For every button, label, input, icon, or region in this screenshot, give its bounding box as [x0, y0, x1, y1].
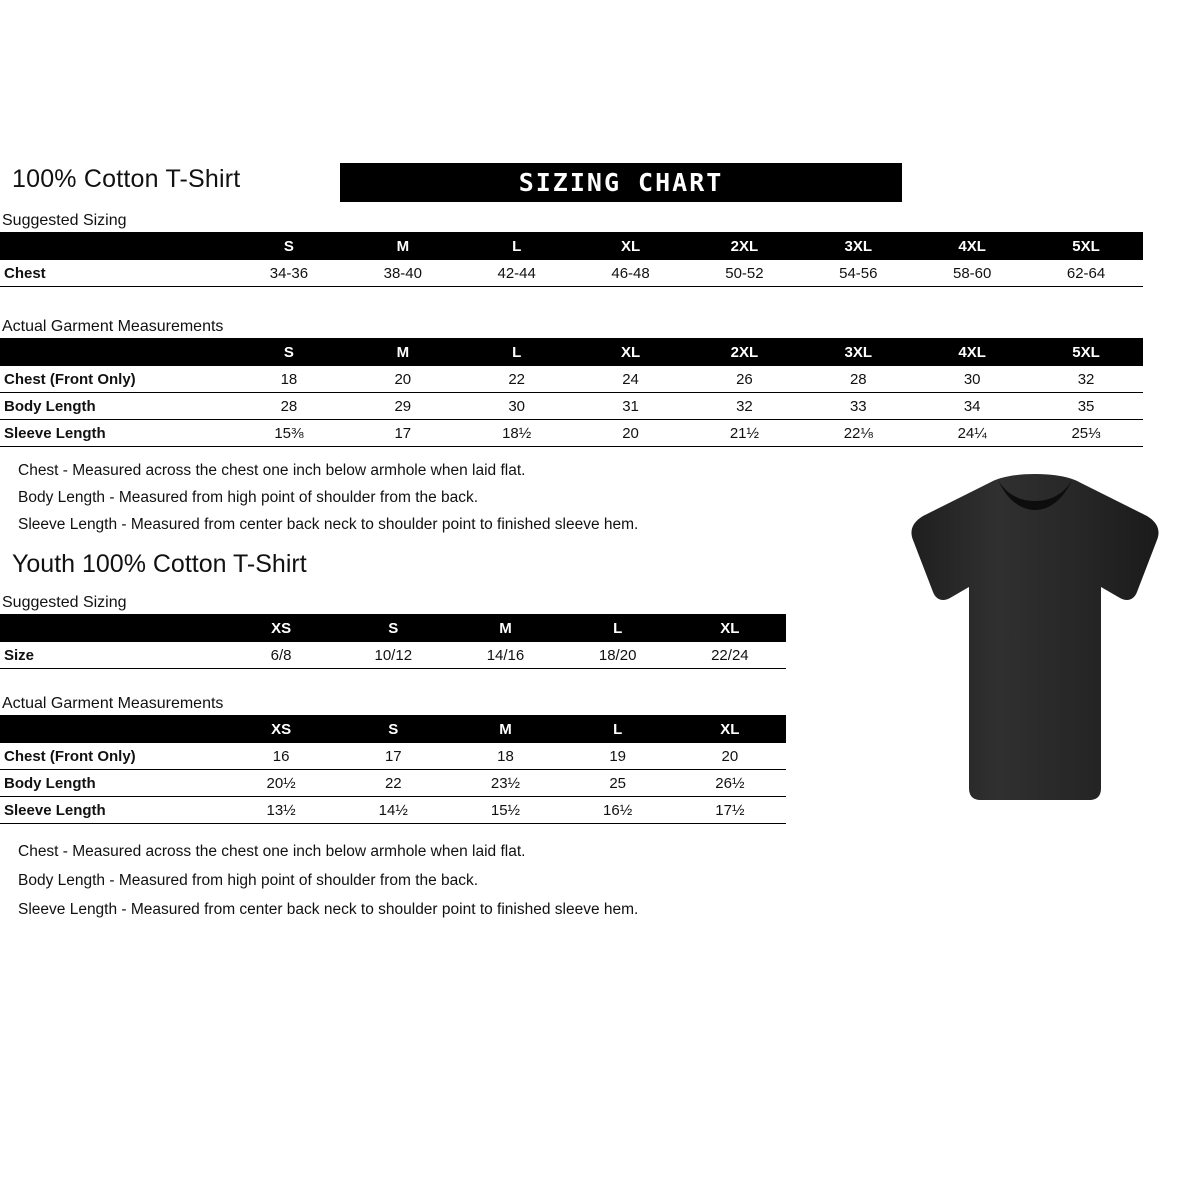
cell: 32 [1029, 366, 1143, 393]
col-header-4xl: 4XL [915, 232, 1029, 260]
cell: 31 [574, 393, 688, 420]
col-header-5xl: 5XL [1029, 232, 1143, 260]
cell: 28 [232, 393, 346, 420]
col-header-3xl: 3XL [801, 232, 915, 260]
cell: 25⅓ [1029, 420, 1143, 447]
col-header-xs: XS [225, 614, 337, 642]
col-header-5xl: 5XL [1029, 338, 1143, 366]
cell: 17½ [674, 797, 786, 824]
cell: 22 [460, 366, 574, 393]
cell: 54-56 [801, 260, 915, 287]
adult-note-body-length: Body Length - Measured from high point of shoulder from the back. [18, 489, 479, 506]
col-header-xl: XL [674, 715, 786, 743]
cell: 18 [232, 366, 346, 393]
t-shirt-body [911, 474, 1158, 800]
sizing-chart-banner [340, 163, 902, 202]
cell: 35 [1029, 393, 1143, 420]
col-header-xs: XS [225, 715, 337, 743]
youth-note-body-length: Body Length - Measured from high point of shoulder from the back. [18, 872, 479, 889]
cell: 18 [449, 743, 561, 770]
cell: 20½ [225, 770, 337, 797]
cell: 50-52 [688, 260, 802, 287]
col-header-blank [0, 232, 232, 260]
col-header-2xl: 2XL [688, 232, 802, 260]
cell: 17 [346, 420, 460, 447]
table-row [0, 393, 1143, 420]
cell: 33 [801, 393, 915, 420]
cell: 16 [225, 743, 337, 770]
youth-suggested-caption: Suggested Sizing [2, 594, 127, 611]
row-label-chest-front-only: Chest (Front Only) [0, 366, 232, 393]
cell: 22 [337, 770, 449, 797]
cell: 24¼ [915, 420, 1029, 447]
cell: 13½ [225, 797, 337, 824]
cell: 15⅜ [232, 420, 346, 447]
cell: 28 [801, 366, 915, 393]
cell: 20 [574, 420, 688, 447]
col-header-l: L [562, 715, 674, 743]
row-label-sleeve-length: Sleeve Length [0, 420, 232, 447]
table-row [0, 420, 1143, 447]
row-label-body-length: Body Length [0, 770, 225, 797]
table-row [0, 770, 786, 797]
cell: 29 [346, 393, 460, 420]
col-header-s: S [232, 338, 346, 366]
cell: 18/20 [562, 642, 674, 669]
cell: 26 [688, 366, 802, 393]
col-header-s: S [337, 614, 449, 642]
cell: 15½ [449, 797, 561, 824]
col-header-xl: XL [574, 232, 688, 260]
table-row [0, 260, 1143, 287]
cell: 22/24 [674, 642, 786, 669]
table-row [0, 366, 1143, 393]
cell: 38-40 [346, 260, 460, 287]
cell: 30 [460, 393, 574, 420]
col-header-blank [0, 614, 225, 642]
youth-note-chest: Chest - Measured across the chest one inch below armhole when laid flat. [18, 843, 526, 860]
adult-actual-table [0, 338, 1143, 447]
row-label-sleeve-length: Sleeve Length [0, 797, 225, 824]
cell: 26½ [674, 770, 786, 797]
row-label-chest: Chest [0, 260, 232, 287]
youth-suggested-table [0, 614, 786, 669]
cell: 58-60 [915, 260, 1029, 287]
col-header-3xl: 3XL [801, 338, 915, 366]
row-label-body-length: Body Length [0, 393, 232, 420]
table-row [0, 743, 786, 770]
cell: 34-36 [232, 260, 346, 287]
col-header-m: M [346, 232, 460, 260]
cell: 46-48 [574, 260, 688, 287]
table-header-row [0, 338, 1143, 366]
cell: 32 [688, 393, 802, 420]
t-shirt-illustration [895, 470, 1175, 805]
cell: 30 [915, 366, 1029, 393]
table-row [0, 797, 786, 824]
adult-note-chest: Chest - Measured across the chest one inch below armhole when laid flat. [18, 462, 526, 479]
cell: 25 [562, 770, 674, 797]
col-header-xl: XL [574, 338, 688, 366]
cell: 17 [337, 743, 449, 770]
col-header-m: M [449, 614, 561, 642]
cell: 22⅛ [801, 420, 915, 447]
cell: 24 [574, 366, 688, 393]
cell: 23½ [449, 770, 561, 797]
col-header-m: M [449, 715, 561, 743]
cell: 18½ [460, 420, 574, 447]
cell: 16½ [562, 797, 674, 824]
adult-actual-caption: Actual Garment Measurements [2, 318, 224, 335]
table-header-row [0, 715, 786, 743]
cell: 14/16 [449, 642, 561, 669]
table-row [0, 642, 786, 669]
cell: 19 [562, 743, 674, 770]
col-header-l: L [460, 338, 574, 366]
cell: 20 [674, 743, 786, 770]
table-header-row [0, 614, 786, 642]
table-header-row [0, 232, 1143, 260]
cell: 14½ [337, 797, 449, 824]
adult-section-title: 100% Cotton T-Shirt [12, 165, 241, 193]
cell: 21½ [688, 420, 802, 447]
col-header-2xl: 2XL [688, 338, 802, 366]
sizing-chart-banner-label: SIZING CHART [518, 168, 724, 197]
cell: 20 [346, 366, 460, 393]
col-header-l: L [562, 614, 674, 642]
youth-section-title: Youth 100% Cotton T-Shirt [12, 550, 307, 578]
cell: 6/8 [225, 642, 337, 669]
row-label-chest-front-only: Chest (Front Only) [0, 743, 225, 770]
youth-actual-table [0, 715, 786, 824]
col-header-s: S [337, 715, 449, 743]
cell: 42-44 [460, 260, 574, 287]
col-header-4xl: 4XL [915, 338, 1029, 366]
adult-suggested-caption: Suggested Sizing [2, 212, 127, 229]
col-header-blank [0, 338, 232, 366]
col-header-s: S [232, 232, 346, 260]
youth-note-sleeve-length: Sleeve Length - Measured from center back neck to shoulder point to finished sleeve hem. [18, 901, 639, 918]
col-header-xl: XL [674, 614, 786, 642]
cell: 34 [915, 393, 1029, 420]
youth-actual-caption: Actual Garment Measurements [2, 695, 224, 712]
col-header-blank [0, 715, 225, 743]
col-header-l: L [460, 232, 574, 260]
cell: 10/12 [337, 642, 449, 669]
cell: 62-64 [1029, 260, 1143, 287]
row-label-size: Size [0, 642, 225, 669]
adult-note-sleeve-length: Sleeve Length - Measured from center back neck to shoulder point to finished sleeve hem. [18, 516, 639, 533]
adult-suggested-table [0, 232, 1143, 287]
col-header-m: M [346, 338, 460, 366]
